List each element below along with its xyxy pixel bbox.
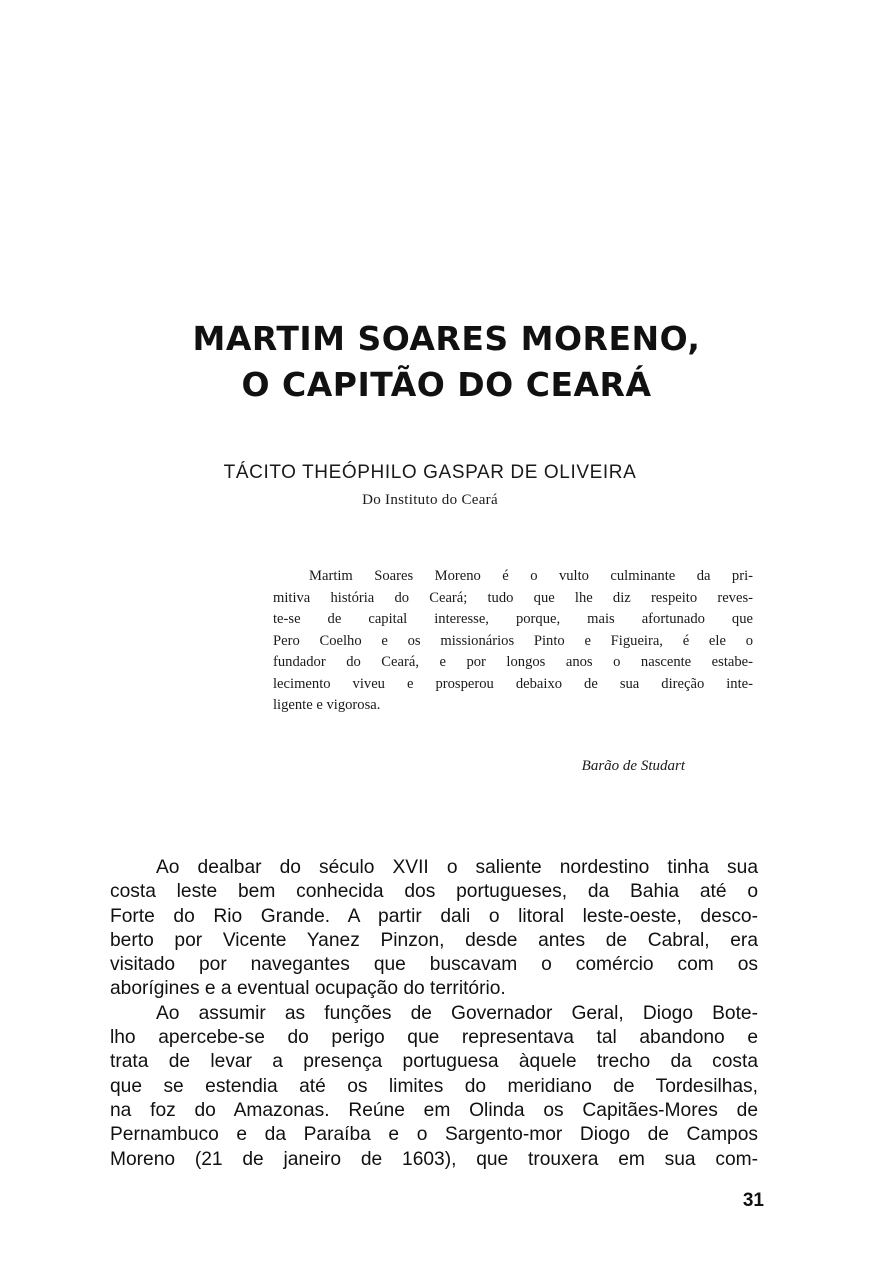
body-line: berto por Vicente Yanez Pinzon, desde antes de Cabral, era <box>110 929 758 951</box>
epigraph-attribution: Barão de Studart <box>581 758 685 774</box>
body-line: Forte do Rio Grande. A partir dali o litoral leste-oeste, desco- <box>110 905 758 927</box>
epigraph-line: Martim Soares Moreno é o vulto culminante da pri- <box>309 568 753 584</box>
page-number: 31 <box>742 1190 764 1211</box>
body-line: na foz do Amazonas. Reúne em Olinda os Capitães-Mores de <box>110 1099 758 1121</box>
title-line-2: O CAPITÃO DO CEARÁ <box>241 365 652 404</box>
epigraph-line: ligente e vigorosa. <box>273 697 381 713</box>
body-line: que se estendia até os limites do meridiano de Tordesilhas, <box>110 1075 758 1097</box>
body-line: aborígines e a eventual ocupação do território. <box>110 978 506 1000</box>
article-title <box>0 316 893 408</box>
body-text <box>110 856 758 1172</box>
epigraph-line: lecimento viveu e prosperou debaixo de sua direção inte- <box>273 675 753 692</box>
title-line-1: MARTIM SOARES MORENO, <box>192 319 701 358</box>
author-name: TÁCITO THEÓPHILO GASPAR DE OLIVEIRA <box>223 462 637 483</box>
body-line: Pernambuco e da Paraíba e o Sargento-mor Diogo de Campos <box>110 1124 758 1146</box>
epigraph-line: fundador do Ceará, e por longos anos o nascente estabe- <box>273 654 753 670</box>
body-line: costa leste bem conhecida dos portugueses, da Bahia até o <box>110 881 758 903</box>
body-line: lho apercebe-se do perigo que representava tal abandono e <box>110 1027 758 1049</box>
epigraph-line: Pero Coelho e os missionários Pinto e Figueira, é ele o <box>273 632 753 649</box>
body-line: Ao assumir as funções de Governador Geral, Diogo Bote- <box>156 1002 758 1024</box>
epigraph-line: mitiva história do Ceará; tudo que lhe diz respeito reves- <box>273 589 753 606</box>
epigraph-line: te-se de capital interesse, porque, mais afortunado que <box>273 611 753 627</box>
body-line: visitado por navegantes que buscavam o comércio com os <box>110 954 758 976</box>
body-line: trata de levar a presença portuguesa àquele trecho da costa <box>110 1051 758 1073</box>
epigraph <box>273 566 753 717</box>
body-line: Ao dealbar do século XVII o saliente nordestino tinha sua <box>156 857 758 878</box>
author-affiliation: Do Instituto do Ceará <box>362 492 498 508</box>
body-line: Moreno (21 de janeiro de 1603), que trouxera em sua com- <box>110 1148 758 1170</box>
